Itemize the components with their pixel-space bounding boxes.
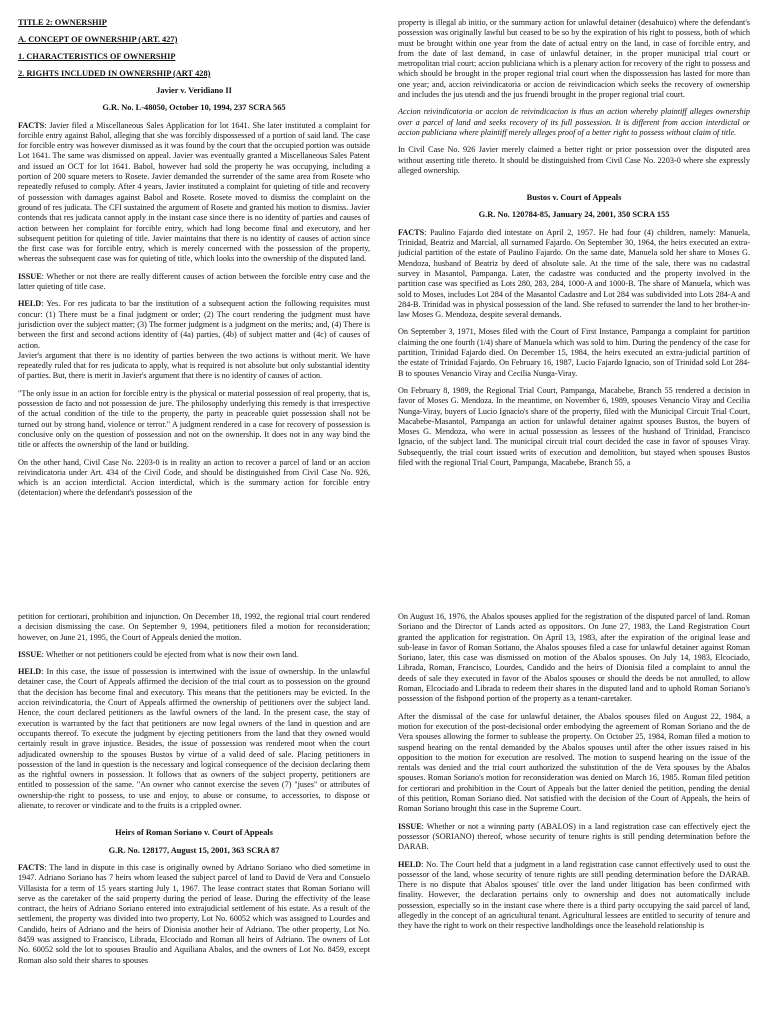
facts-text: : The land in dispute in this case is originally owned by Adriano Soriano who died sometime in 1947. Adriano Soriano has 7 heirs whom leased the subject parcel of land to David de Vera and Consuelo Villasista for a term of 15 years starting July 1, 1967. The lease contract states that Roman Soriano will serve as the caretaker of the said property during the period of lease. During the effectivity of the lease contract, the heirs of Adriano Soriano entered into extrajudicial settlement of his estate. As a result of the settlement, the property was divided into two property, Lot No. 60052 which was assigned to Lourdes and Candido, heirs of Adriano and the heirs of Dionisia another heir of Adriano. The other property, Lot No. 8459 was assigned to Francisco, Librada, Elcociado and Roman all heirs of Adriano. The owners of Lot No. 60052 sold the lot to spouses Braulio and Aquiliana Abalos, and the owners of Lot No. 8459, except Roman also sold their shares to spouses — [18, 862, 370, 965]
issue-paragraph — [18, 650, 370, 660]
held-paragraph — [18, 667, 370, 811]
case-title: Javier v. Veridiano II — [156, 86, 232, 95]
body-paragraph: Accion reivindicatoria or accion de reivindicacion is thus an action whereby plaintiff alleges ownership over a parcel of land and seeks recovery of its full possession. It is different from accion interdictal or accion publiciana where plaintiff merely alleges proof of a better right to possess without claim of title. — [398, 107, 750, 137]
body-paragraph: On August 16, 1976, the Abalos spouses applied for the registration of the disputed parcel of land. Roman Soriano and the Director of Lands acted as oppositors. On June 27, 1983, the Land Registration Court granted the application for registration. On April 13, 1983, after the expiration of the original lease and sub-lease in favor of Roman Soriano, the Abalos spouses filed a case for unlawful detainer against Roman Soriano, later, this case was dismissed on motion of the Abalos spouses. On July 14, 1983, Elcociado, Librada, Roman, Francisco, Lourdes, Candido and the heirs of Dionisia filed a complaint to annul the deeds of sale they executed in favor of the Abalos spouses or should the deeds be not annulled, to allow Roman, Elcociado and Librada to redeem their shares in the disputed land and to uphold Roman Soriano's possession of the fishpond portion of the property as a tenant-caretaker. — [398, 612, 750, 704]
held-label: HELD — [18, 299, 42, 309]
held-text: : Yes. For res judicata to bar the institution of a subsequent action the following requisites must concur: (1) There must be a final judgment or order; (2) The court rendering the judgment must have jurisdiction over the subject matter; (3) The former judgment is a judgment on the merits; and, (4) There is between the first and second actions identity of (4a) parties, (4b) of subject matter and (4c) of causes of action. — [18, 299, 370, 350]
bottom-left-column — [18, 612, 370, 1024]
case-citation: G.R. No. L-48050, October 10, 1994, 237 SCRA 565 — [102, 103, 286, 113]
held-paragraph — [18, 299, 370, 381]
facts-text: : Javier filed a Miscellaneous Sales Application for lot 1641. She later instituted a complaint for forcible entry against Babol, alleging that she was forcibly dispossessed of a portion of said land. The case for forcible entry was however dismissed as it was found by the court that the occupied portion was outside Lot 1641. The same was dismissed on appeal. Javier was eventually granted a Miscellaneous Sales Patent and issued an OCT for lot 1641. Babol, however had sold the property he was occupying, including a portion of 200 square meters to Rosete. Javier demanded the surrender of the same area from Rosete who repeatedly refused to comply. After 4 years, Javier instituted a complaint for quieting of title and recovery of possession with damages against Babol and Rosete. Rosete moved to dismiss the complaint on the ground of res judicata. The CFI sustained the argument of Rosete and granted his motion to dismiss. Javier contends that res judicata cannot apply in the instant case since there is no identity of parties and causes of action between her complaint for forcible entry, which had long become final and executory, and her subsequent petition for quieting of title. Javier maintains that there is no identity of causes of action since the first case was for forcible entry, which is merely concerned with the possession of the property, whereas the subsequent case was for quieting of title, which looks into the ownership of the disputed land. — [18, 120, 370, 264]
body-paragraph: After the dismissal of the case for unlawful detainer, the Abalos spouses filed on August 22, 1984, a motion for execution of the post-decisional order embodying the agreement of Roman Soriano and the de Vera spouses allowing the former to sublease the property. On October 25, 1984, Roman filed a motion to suspend hearing on the rental demanded by the Abalos spouses until after the other issues raised in his opposition to the motion for execution are resolved. The motion to suspend hearing on the issue of the rentals was denied and the trial court authorized the substitution of the de Vera spouses by the Abalos spouses. Roman Soriano's motion for reconsideration was denied on March 16, 1985. Roman filed petition for certiorari and prohibition in the Court of Appeals but the latter denied the petition, pending the denial of this petition, Roman Soriano died. Not satisfied with the decision of the Court of Appeals, the heirs of Roman Soriano brought this case in the Supreme Court. — [398, 711, 750, 814]
issue-label: ISSUE — [18, 649, 42, 659]
held-text: : No. The Court held that a judgment in a land registration case cannot effectively used to oust the possessor of the land, whose security of tenure rights are still pending determination before the DARAB. There is no dispute that Abalos spouses' title over the land under litigation has been confirmed with finality. However, the declaration pertains only to ownership and does not automatically include possession, especially so in the instant case where there is a third party occupying the said parcel of land, allegedly in the concept of an agricultural tenant. Agricultural lessees are entitled to security of tenure and they have the right to work on their respective landholdings once the leasehold relationship is — [398, 859, 750, 931]
facts-label: FACTS — [18, 862, 45, 872]
facts-label: FACTS — [18, 120, 45, 130]
facts-paragraph — [18, 863, 370, 966]
bottom-right-column — [398, 612, 750, 1024]
issue-text: : Whether or not there are really different causes of action between the forcible entry case and the latter quieting of title case. — [18, 271, 370, 292]
body-paragraph: petition for certiorari, prohibition and injunction. On December 18, 1992, the regional trial court rendered a decision dismissing the case. On September 9, 1994, petitioners filed a motion for reconsideration; however, on June 21, 1995, the Court of Appeals denied the motion. — [18, 612, 370, 642]
facts-paragraph — [398, 228, 750, 321]
characteristics-heading: 1. CHARACTERISTICS OF OWNERSHIP — [18, 52, 176, 61]
top-spread — [0, 18, 768, 578]
case-citation: G.R. No. 120784-85, January 24, 2001, 350 SCRA 155 — [478, 210, 670, 220]
body-paragraph: In Civil Case No. 926 Javier merely claimed a better right or prior possession over the disputed area without asserting title thereto. It should be distinguished from Civil Case No. 2203-0 where she expressly alleged ownership. — [398, 145, 750, 175]
top-left-column — [18, 18, 370, 578]
held-continued-text: Javier's argument that there is no identity of parties between the two actions is without merit. We have repeatedly ruled that for res judicata to apply, what is required is not absolute but only substantial identity of parties. But, there is merit in Javier's argument that there is no identity of causes of action. — [18, 350, 370, 381]
body-paragraph: On the other hand, Civil Case No. 2203-0 is in reality an action to recover a parcel of land or an accion reivindicatoria under Art. 434 of the Civil Code, and should be distinguished from Civil Case No. 926, which is an accion interdictal. Accion interdictal, which is the summary action for forcible entry (detentacion) where the defendant's possession of the — [18, 457, 370, 498]
issue-label: ISSUE — [18, 271, 42, 281]
held-label: HELD — [18, 667, 42, 677]
issue-paragraph — [398, 822, 750, 853]
facts-text: : Paulino Fajardo died intestate on April 2, 1957. He had four (4) children, namely: Manuela, Trinidad, Beatriz and Marcial, all surnamed Fajardo. On September 30, 1964, the heirs executed an extra-judicial partition of the estate of Paulino Fajardo. On the same date, Manuela sold her share to Moses G. Mendoza, husband of Beatriz by deed of absolute sale. At the time of the sale, there was no cadastral survey in Masantol, Pampanga. Later, the cadastre was conducted and the property involved in the partition case was specified as Lots 280, 283, 284, 1000-A and 1000-B. The share of Manuela, which was sold to Moses, includes Lot 284 of the Masantol Cadastre and Lot 284 was subdivided into Lots 284-A and 284-B. Trinidad was in physical possession of the land. She refused to surrender the land to her brother-in-law Moses G. Mendoza, despite several demands. — [398, 227, 750, 320]
facts-label: FACTS — [398, 227, 425, 237]
held-label: HELD — [398, 859, 422, 869]
concept-heading: A. CONCEPT OF OWNERSHIP (ART. 427) — [18, 35, 178, 44]
case-citation: G.R. No. 128177, August 15, 2001, 363 SCRA 87 — [108, 845, 280, 855]
body-paragraph: On February 8, 1989, the Regional Trial Court, Pampanga, Macabebe, Branch 55 rendered a decision in favor of Moses G. Mendoza. In the meantime, on November 6, 1989, spouses Venancio Viray and Cecilia Nunga-Viray, buyers of Lucio Ignacio's share of the property, filed with the Municipal Circuit Trial Court, Macabebe-Masantol, Pampanga an action for unlawful detainer against spouses Bustos, the buyers of Moses G. Mendoza, who were in actual possession as lessees of the husband of Trinidad, Francisco Ignacio, of the subject land. The municipal circuit trial court decided the case in favor of spouses Viray. Subsequently, the trial court issued writs of execution and demolition, but stayed when spouses Bustos filed with the regional Trial Court, Pampanga, Macabebe, Branch 55, a — [398, 385, 750, 467]
top-right-column — [398, 18, 750, 578]
issue-label: ISSUE — [398, 821, 422, 831]
title-heading: TITLE 2: OWNERSHIP — [18, 18, 107, 27]
held-paragraph — [398, 860, 750, 932]
case-title: Heirs of Roman Soriano v. Court of Appeals — [115, 828, 273, 838]
bottom-spread — [0, 612, 768, 1024]
issue-text: : Whether or not petitioners could be ejected from what is now their own land. — [41, 649, 299, 659]
facts-paragraph — [18, 121, 370, 265]
case-title: Bustos v. Court of Appeals — [526, 193, 622, 203]
body-paragraph: property is illegal ab initio, or the summary action for unlawful detainer (desahuico) where the defendant's possession was originally lawful but ceased to be so by the expiration of his right to possess, both of which must be brought within one year from the date of actual entry on the land, in case of forcible entry, and from the date of last demand, in case of unlawful detainer, in the proper municipal trial court or metropolitan trial court; accion publiciana which is a plenary action for recovery of the right to possess and which should be brought in the proper regional trial court when the dispossession has lasted for more than one year; and, accion reivindicatoria or accion de reivindicacion which seeks the recovery of ownership and includes the jus utendi and the jus fruendi brought in the proper regional trial court. — [398, 18, 750, 100]
body-paragraph: "The only issue in an action for forcible entry is the physical or material possession of real property, that is, possession de facto and not possession de jure. The philosophy underlying this remedy is that irrespective of the actual condition of the title to the property, the party in peaceable quiet possession shall not be turned out by strong hand, violence or terror." A judgment rendered in a case for recovery of possession is conclusive only on the question of possession and not on the ownership. It does not in any way bind the title or affects the ownership of the land or building. — [18, 388, 370, 450]
issue-text: : Whether or not a winning party (ABALOS) in a land registration case can effectively eject the possessor (SORIANO) thereof, whose security of tenure rights is still pending determination before the DARAB. — [398, 821, 750, 852]
held-text: : In this case, the issue of possession is intertwined with the issue of ownership. In the unlawful detainer case, the Court of Appeals affirmed the decision of the trial court as to possession on the ground that the decision has become final and executory. This means that the petitioners may be evicted. In the accion reivindicatoria, the Court of Appeals affirmed the ownership of petitioners over the subject land. Hence, the court declared petitioners as the lawful owners of the land. In the present case, the stay of execution is warranted by the fact that petitioners are now legal owners of the land in question and are occupants thereof. To execute the judgment by ejecting petitioners from the land that they owned would certainly result in grave injustice. Besides, the issue of possession was rendered moot when the court adjudicated ownership to the spouses Bustos by virtue of a valid deed of sale. Placing petitioners in possession of the land in question is the necessary and logical consequence of the decision declaring them as the rightful owners in possession. It follows that as owners of the subject property, petitioners are entitled to possession of the same. "An owner who cannot exercise the seven (7) "juses" or attributes of ownership-the right to possess, to use and enjoy, to abuse or consume, to accessories, to dispose or alienate, to recover or vindicate and to the fruits is a crippled owner. — [18, 667, 370, 811]
issue-paragraph — [18, 272, 370, 293]
rights-heading: 2. RIGHTS INCLUDED IN OWNERSHIP (ART 428) — [18, 69, 211, 78]
body-paragraph: On September 3, 1971, Moses filed with the Court of First Instance, Pampanga a complaint for partition claiming the one fourth (1/4) share of Manuela which was sold to him. During the pendency of the case for partition, Trinidad Fajardo died. On December 15, 1984, the heirs executed an extra-judicial partition of the estate of Trinidad Fajardo. On February 16, 1987, Lucio Fajardo Ignacio, son of Trinidad sold Lot 284-B to spouses Venancio Viray and Cecilia Nunga-Viray. — [398, 327, 750, 378]
